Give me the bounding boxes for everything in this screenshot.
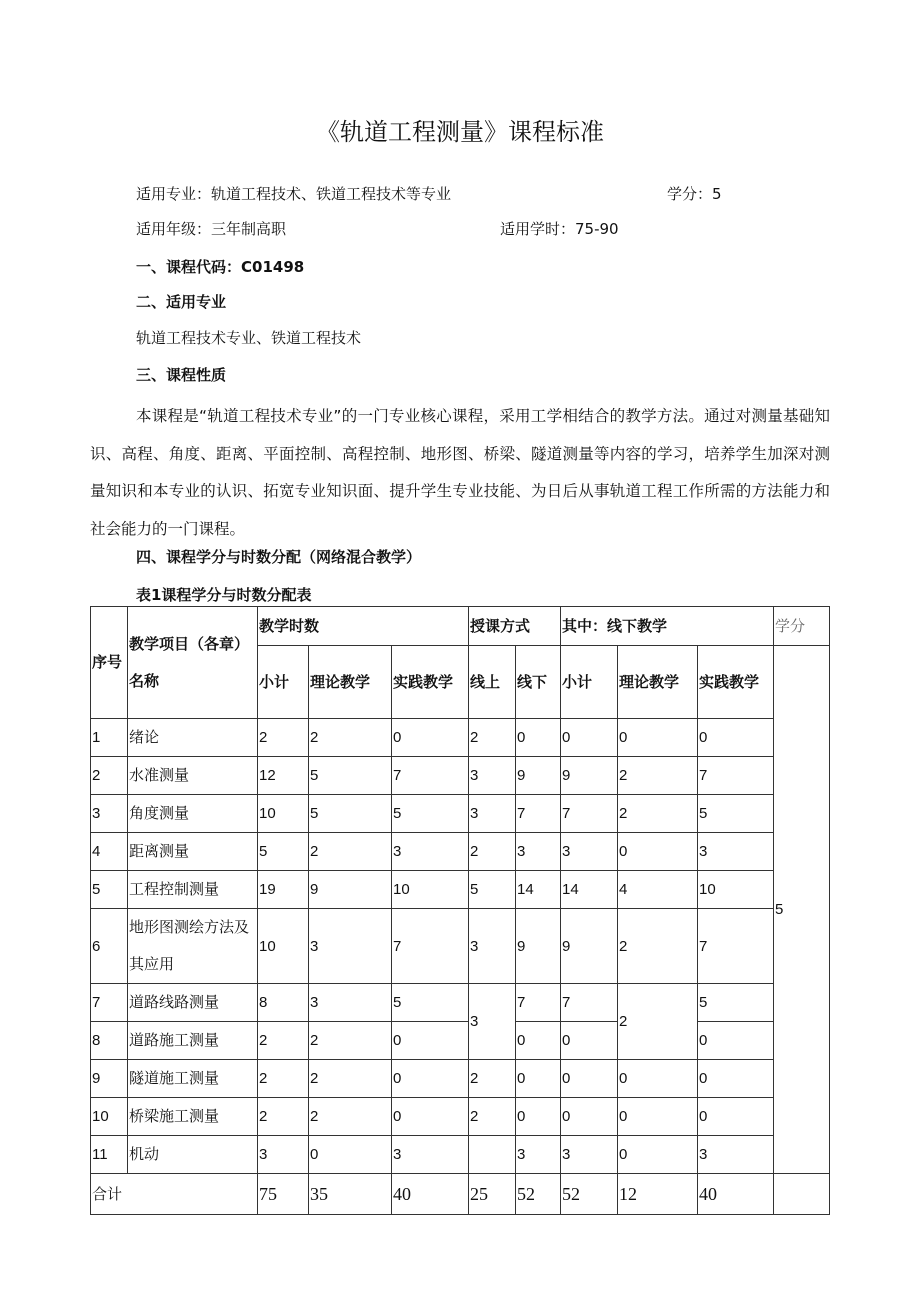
header-item: 教学项目（各章）名称 xyxy=(128,607,258,719)
cell-off-theory: 0 xyxy=(618,1098,698,1136)
cell-seq: 11 xyxy=(91,1136,128,1174)
cell-theory: 2 xyxy=(309,1098,392,1136)
cell-off-theory: 0 xyxy=(618,833,698,871)
table-row xyxy=(91,795,830,833)
cell-online: 3 xyxy=(469,757,516,795)
page-title: 《轨道工程测量》课程标准 xyxy=(316,118,604,146)
cell-online: 2 xyxy=(469,719,516,757)
cell-off-subtotal: 9 xyxy=(561,757,618,795)
cell-subtotal: 19 xyxy=(258,871,309,909)
total-value: 52 xyxy=(561,1174,618,1215)
cell-subtotal: 2 xyxy=(258,719,309,757)
table-row xyxy=(91,871,830,909)
table-row xyxy=(91,719,830,757)
total-value: 52 xyxy=(516,1174,561,1215)
cell-theory: 5 xyxy=(309,795,392,833)
cell-practice: 5 xyxy=(392,795,469,833)
cell-seq: 7 xyxy=(91,984,128,1022)
cell-off-subtotal: 0 xyxy=(561,1022,618,1060)
cell-subtotal: 2 xyxy=(258,1098,309,1136)
cell-online: 3 xyxy=(469,984,516,1060)
cell-seq: 8 xyxy=(91,1022,128,1060)
cell-off-subtotal: 9 xyxy=(561,909,618,984)
header-off-practice: 实践教学 xyxy=(698,646,774,719)
total-row xyxy=(91,1174,830,1215)
cell-subtotal: 10 xyxy=(258,909,309,984)
cell-seq: 10 xyxy=(91,1098,128,1136)
cell-subtotal: 5 xyxy=(258,833,309,871)
cell-item: 道路施工测量 xyxy=(128,1022,258,1060)
cell-off-practice: 0 xyxy=(698,1060,774,1098)
cell-off-subtotal: 0 xyxy=(561,1098,618,1136)
cell-off-subtotal: 3 xyxy=(561,1136,618,1174)
header-credit: 学分 xyxy=(774,607,830,646)
cell-theory: 9 xyxy=(309,871,392,909)
cell-online xyxy=(469,1136,516,1174)
table-row xyxy=(91,833,830,871)
section-course-code: 一、课程代码：C01498 xyxy=(136,258,305,276)
cell-seq: 2 xyxy=(91,757,128,795)
cell-theory: 2 xyxy=(309,1022,392,1060)
header-hours: 教学时数 xyxy=(258,607,469,646)
cell-off-practice: 5 xyxy=(698,795,774,833)
cell-seq: 5 xyxy=(91,871,128,909)
cell-offline: 0 xyxy=(516,1022,561,1060)
cell-item: 隧道施工测量 xyxy=(128,1060,258,1098)
header-theory: 理论教学 xyxy=(309,646,392,719)
cell-subtotal: 3 xyxy=(258,1136,309,1174)
table-row xyxy=(91,1136,830,1174)
table-row xyxy=(91,984,830,1022)
cell-offline: 0 xyxy=(516,1060,561,1098)
header-mode: 授课方式 xyxy=(469,607,561,646)
cell-off-theory: 0 xyxy=(618,1060,698,1098)
cell-theory: 5 xyxy=(309,757,392,795)
cell-off-theory: 2 xyxy=(618,984,698,1060)
total-value: 40 xyxy=(698,1174,774,1215)
cell-item: 角度测量 xyxy=(128,795,258,833)
cell-subtotal: 2 xyxy=(258,1022,309,1060)
section-nature-body: 本课程是“轨道工程技术专业”的一门专业核心课程，采用工学相结合的教学方法。通过对测量基础知识、高程、角度、距离、平面控制、高程控制、地形图、桥梁、隧道测量等内容的学习，培养学生加深对测量知识和本专业的认识、拓宽专业知识面、提升学生专业技能、为日后从事轨道工程工作所需的方法能力和社会能力的一门课程。 xyxy=(90,407,830,538)
header-practice: 实践教学 xyxy=(392,646,469,719)
table-row xyxy=(91,1022,830,1060)
credit-info: 学分：5 xyxy=(667,185,722,203)
cell-practice: 7 xyxy=(392,757,469,795)
cell-practice: 0 xyxy=(392,1060,469,1098)
total-value: 75 xyxy=(258,1174,309,1215)
cell-off-practice: 7 xyxy=(698,909,774,984)
cell-subtotal: 12 xyxy=(258,757,309,795)
cell-item: 水准测量 xyxy=(128,757,258,795)
cell-off-theory: 4 xyxy=(618,871,698,909)
header-offline-short: 线下 xyxy=(516,646,561,719)
header-subtotal: 小计 xyxy=(258,646,309,719)
cell-theory: 2 xyxy=(309,719,392,757)
cell-practice: 3 xyxy=(392,1136,469,1174)
table-row xyxy=(91,757,830,795)
cell-item: 道路线路测量 xyxy=(128,984,258,1022)
cell-online: 2 xyxy=(469,833,516,871)
cell-off-subtotal: 7 xyxy=(561,795,618,833)
cell-offline: 0 xyxy=(516,719,561,757)
section-nature-heading: 三、课程性质 xyxy=(136,366,227,384)
cell-off-practice: 0 xyxy=(698,1098,774,1136)
applicable-hours: 适用学时：75-90 xyxy=(500,220,619,238)
applicable-grade: 适用年级：三年制高职 xyxy=(136,220,287,238)
cell-online: 3 xyxy=(469,795,516,833)
cell-off-theory: 2 xyxy=(618,909,698,984)
cell-off-subtotal: 0 xyxy=(561,1060,618,1098)
cell-seq: 6 xyxy=(91,909,128,984)
cell-offline: 3 xyxy=(516,833,561,871)
cell-item: 绪论 xyxy=(128,719,258,757)
total-value: 12 xyxy=(618,1174,698,1215)
applicable-major: 适用专业：轨道工程技术、铁道工程技术等专业 xyxy=(136,185,452,203)
cell-off-theory: 2 xyxy=(618,757,698,795)
cell-practice: 10 xyxy=(392,871,469,909)
cell-item: 地形图测绘方法及其应用 xyxy=(128,909,258,984)
cell-practice: 5 xyxy=(392,984,469,1022)
total-value: 35 xyxy=(309,1174,392,1215)
cell-item: 距离测量 xyxy=(128,833,258,871)
cell-off-practice: 3 xyxy=(698,833,774,871)
cell-offline: 9 xyxy=(516,909,561,984)
cell-theory: 2 xyxy=(309,833,392,871)
cell-theory: 3 xyxy=(309,909,392,984)
header-offline: 其中：线下教学 xyxy=(561,607,774,646)
total-value: 40 xyxy=(392,1174,469,1215)
cell-theory: 2 xyxy=(309,1060,392,1098)
cell-off-practice: 5 xyxy=(698,984,774,1022)
cell-off-subtotal: 14 xyxy=(561,871,618,909)
cell-off-practice: 3 xyxy=(698,1136,774,1174)
cell-online: 5 xyxy=(469,871,516,909)
cell-offline: 9 xyxy=(516,757,561,795)
section-credit-heading: 四、课程学分与时数分配（网络混合教学） xyxy=(136,548,422,566)
total-label: 合计 xyxy=(91,1174,258,1215)
cell-off-practice: 7 xyxy=(698,757,774,795)
cell-offline: 7 xyxy=(516,795,561,833)
credit-value: 5 xyxy=(774,646,830,1174)
cell-off-theory: 0 xyxy=(618,1136,698,1174)
table-caption: 表1课程学分与时数分配表 xyxy=(136,586,312,604)
section-major-heading: 二、适用专业 xyxy=(136,293,227,311)
cell-theory: 3 xyxy=(309,984,392,1022)
total-credit-empty xyxy=(774,1174,830,1215)
cell-item: 桥梁施工测量 xyxy=(128,1098,258,1136)
cell-online: 2 xyxy=(469,1060,516,1098)
cell-off-subtotal: 0 xyxy=(561,719,618,757)
total-value: 25 xyxy=(469,1174,516,1215)
cell-practice: 0 xyxy=(392,1098,469,1136)
cell-seq: 9 xyxy=(91,1060,128,1098)
cell-subtotal: 8 xyxy=(258,984,309,1022)
cell-off-practice: 0 xyxy=(698,1022,774,1060)
cell-online: 3 xyxy=(469,909,516,984)
cell-seq: 3 xyxy=(91,795,128,833)
cell-off-practice: 10 xyxy=(698,871,774,909)
cell-off-subtotal: 7 xyxy=(561,984,618,1022)
cell-practice: 0 xyxy=(392,719,469,757)
cell-subtotal: 10 xyxy=(258,795,309,833)
cell-off-subtotal: 3 xyxy=(561,833,618,871)
section-major-body: 轨道工程技术专业、铁道工程技术 xyxy=(136,329,362,347)
cell-practice: 0 xyxy=(392,1022,469,1060)
cell-offline: 0 xyxy=(516,1098,561,1136)
cell-practice: 7 xyxy=(392,909,469,984)
header-off-theory: 理论教学 xyxy=(618,646,698,719)
cell-off-theory: 0 xyxy=(618,719,698,757)
table-row xyxy=(91,909,830,984)
cell-offline: 14 xyxy=(516,871,561,909)
cell-item: 工程控制测量 xyxy=(128,871,258,909)
cell-off-practice: 0 xyxy=(698,719,774,757)
table-row xyxy=(91,1098,830,1136)
header-seq: 序号 xyxy=(91,607,128,719)
cell-seq: 4 xyxy=(91,833,128,871)
header-online: 线上 xyxy=(469,646,516,719)
cell-theory: 0 xyxy=(309,1136,392,1174)
table-row xyxy=(91,1060,830,1098)
cell-off-theory: 2 xyxy=(618,795,698,833)
cell-subtotal: 2 xyxy=(258,1060,309,1098)
cell-online: 2 xyxy=(469,1098,516,1136)
cell-item: 机动 xyxy=(128,1136,258,1174)
cell-offline: 3 xyxy=(516,1136,561,1174)
header-off-subtotal: 小计 xyxy=(561,646,618,719)
cell-practice: 3 xyxy=(392,833,469,871)
credit-hours-table xyxy=(90,606,830,1215)
cell-seq: 1 xyxy=(91,719,128,757)
cell-offline: 7 xyxy=(516,984,561,1022)
